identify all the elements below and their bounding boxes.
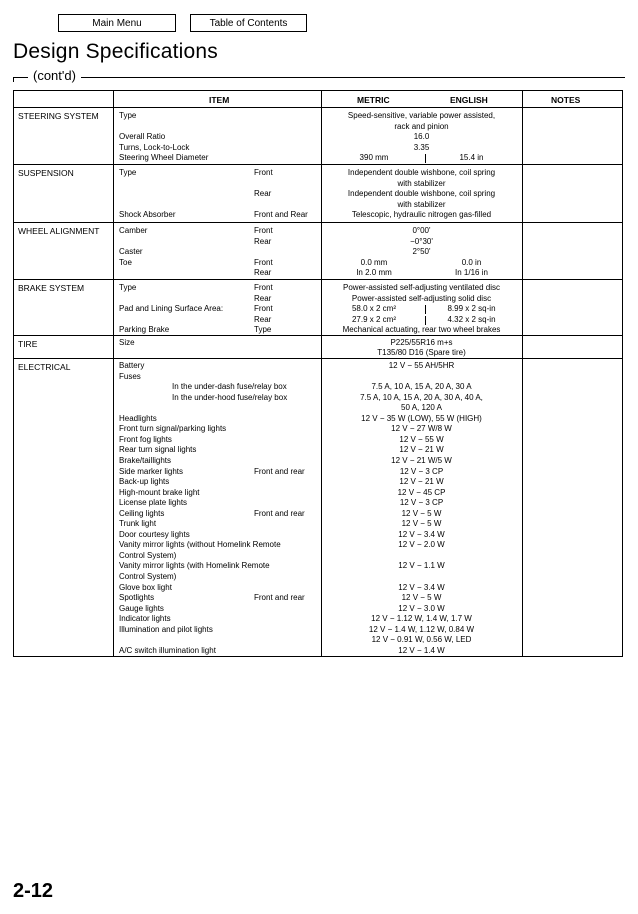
item-label: Turns, Lock-to-Lock (119, 142, 190, 152)
spec-value: P225/55R16 m+s (390, 338, 453, 347)
spec-value: 12 V − 55 W (399, 434, 444, 444)
sub-label: In the under-dash fuse/relay box (172, 382, 287, 392)
spec-value: rack and pinion (394, 121, 449, 131)
spec-value: 12 V − 2.0 W (398, 540, 445, 550)
main-menu-button[interactable]: Main Menu (58, 14, 176, 32)
spec-value: Power-assisted self-adjusting solid disc (351, 293, 492, 303)
sub-label: Front and rear (254, 508, 305, 518)
spec-value: 12 V − 3.4 W (398, 529, 445, 539)
header-english: ENGLISH (450, 95, 488, 105)
english-value: 4.32 x 2 sq-in (447, 314, 496, 324)
spec-value: 12 V − 21 W (399, 477, 444, 487)
section-tire (14, 336, 622, 358)
spec-value: Independent double wishbone, coil spring (347, 189, 496, 199)
sub-label: Rear (254, 236, 272, 246)
header-metric: METRIC (357, 95, 390, 105)
item-label: Illumination and pilot lights (119, 624, 213, 634)
sub-label: Front (254, 257, 273, 267)
spec-value: 7.5 A, 10 A, 15 A, 20 A, 30 A (371, 382, 472, 392)
item-label: Pad and Lining Surface Area: (119, 304, 224, 314)
metric-value: 0.0 mm (360, 257, 388, 267)
spec-value: 12 V − 5 W (401, 508, 442, 518)
sub-label: Rear (254, 314, 272, 324)
item-label: Indicator lights (119, 614, 171, 624)
item-label: License plate lights (119, 498, 188, 508)
spec-value: 12 V − 21 W/5 W (391, 455, 452, 465)
section-name: TIRE (18, 339, 38, 349)
spec-value: 50 A, 120 A (401, 403, 442, 413)
item-label: Caster (119, 247, 143, 257)
spec-value: 12 V − 1.4 W, 1.12 W, 0.84 W (368, 624, 475, 634)
item-label: Type (119, 283, 137, 292)
item-label: Control System) (119, 572, 177, 581)
spec-value: 12 V − 45 CP (397, 487, 446, 497)
section-name: BRAKE SYSTEM (18, 283, 85, 293)
item-label: Side marker lights (119, 466, 184, 476)
page-number: 2-12 (13, 880, 54, 902)
section-electrical (14, 359, 622, 657)
item-label: Door courtesy lights (119, 529, 190, 539)
metric-value: In 2.0 mm (356, 268, 392, 278)
item-label: Trunk light (119, 519, 157, 529)
section-name: ELECTRICAL (18, 362, 71, 372)
section-steering (14, 108, 622, 164)
item-label: Control System) (119, 550, 177, 560)
spec-value: with stabilizer (397, 178, 446, 188)
divider-tick (13, 77, 14, 82)
spec-value: 12 V − 0.91 W, 0.56 W, LED (371, 635, 472, 645)
spec-value: 12 V − 55 AH/5HR (388, 361, 455, 370)
spec-value: Independent double wishbone, coil spring (347, 168, 496, 177)
item-label: Steering Wheel Diameter (119, 153, 209, 163)
spec-value: 3.35 (413, 142, 430, 152)
sub-label: Front and Rear (254, 210, 308, 220)
metric-value: 390 mm (359, 153, 389, 163)
spec-value: Mechanical actuating, rear two wheel brakes (342, 325, 501, 335)
sub-label: Front (254, 226, 273, 235)
table-of-contents-button[interactable]: Table of Contents (190, 14, 307, 32)
spec-value: Telescopic, hydraulic nitrogen gas-filled (351, 210, 492, 220)
continued-label: (cont'd) (28, 68, 81, 83)
spec-value: 12 V − 1.12 W, 1.4 W, 1.7 W (371, 614, 472, 624)
item-label: Gauge lights (119, 603, 164, 613)
section-name: STEERING SYSTEM (18, 111, 99, 121)
spec-value: 12 V − 27 W/8 W (391, 424, 452, 434)
english-value: 0.0 in (461, 257, 482, 267)
item-label: Type (119, 111, 137, 120)
item-label: Overall Ratio (119, 132, 166, 142)
item-label: Toe (119, 257, 132, 267)
section-wheel-alignment (14, 223, 622, 279)
spec-value: with stabilizer (397, 199, 446, 209)
item-label: Spotlights (119, 593, 155, 603)
item-label: Vanity mirror lights (with Homelink Remote (119, 561, 270, 571)
item-label: Front turn signal/parking lights (119, 424, 227, 434)
header-notes: NOTES (551, 95, 581, 105)
spec-value: 2°50' (412, 247, 431, 257)
english-value: 15.4 in (459, 153, 484, 163)
item-label: Camber (119, 226, 148, 235)
spec-value: 12 V − 3.4 W (398, 582, 445, 592)
item-label: Size (119, 338, 135, 347)
spec-value: 12 V − 35 W (LOW), 55 W (HIGH) (361, 413, 482, 423)
spec-value: 12 V − 5 W (401, 519, 442, 529)
sub-label: Front (254, 304, 273, 314)
spec-value: 12 V − 5 W (401, 593, 442, 603)
item-label: Ceiling lights (119, 508, 165, 518)
spec-value: 12 V − 1.1 W (398, 561, 445, 571)
english-value: 8.99 x 2 sq-in (447, 304, 496, 314)
sub-label: Front (254, 168, 273, 177)
spec-value: 12 V − 3 CP (399, 466, 444, 476)
spec-value: 12 V − 3.0 W (398, 603, 445, 613)
header-item: ITEM (209, 95, 230, 105)
spec-value: 12 V − 3 CP (399, 498, 444, 508)
sub-label: Rear (254, 189, 272, 199)
item-label: Back-up lights (119, 477, 170, 487)
spec-value: Power-assisted self-adjusting ventilated disc (343, 283, 500, 292)
item-label: Rear turn signal lights (119, 445, 197, 455)
english-value: In 1/16 in (455, 268, 488, 278)
item-label: A/C switch illumination light (119, 645, 216, 655)
sub-label: Front and rear (254, 466, 305, 476)
divider (13, 77, 625, 78)
section-brake-system (14, 280, 622, 335)
spec-value: 16.0 (413, 132, 430, 142)
spec-value: 12 V − 21 W (399, 445, 444, 455)
item-label: Type (119, 168, 137, 177)
sub-label: Type (254, 325, 272, 335)
spec-value: −0°30' (410, 236, 433, 246)
spec-value: 0°00' (412, 226, 431, 235)
item-label: Battery (119, 361, 145, 370)
sub-label: In the under-hood fuse/relay box (172, 392, 288, 402)
section-name: SUSPENSION (18, 168, 74, 178)
item-label: Brake/taillights (119, 455, 172, 465)
metric-value: 27.9 x 2 cm² (351, 314, 396, 324)
item-label: Vanity mirror lights (without Homelink Remote (119, 540, 281, 550)
item-label: Parking Brake (119, 325, 170, 335)
item-label: Glove box light (119, 582, 172, 592)
sub-label: Front and rear (254, 593, 305, 603)
spec-table (13, 90, 623, 657)
page-title: Design Specifications (13, 40, 218, 63)
item-label: Front fog lights (119, 434, 172, 444)
section-suspension (14, 165, 622, 222)
sub-label: Rear (254, 293, 272, 303)
metric-value: 58.0 x 2 cm² (351, 304, 396, 314)
spec-value: Speed-sensitive, variable power assisted, (347, 111, 496, 120)
item-label: Fuses (119, 371, 141, 381)
spec-value: 12 V − 1.4 W (398, 645, 445, 655)
spec-value: T135/80 D16 (Spare tire) (377, 348, 466, 357)
section-name: WHEEL ALIGNMENT (18, 226, 100, 236)
item-label: Shock Absorber (119, 210, 176, 220)
spec-value: 7.5 A, 10 A, 15 A, 20 A, 30 A, 40 A, (360, 392, 483, 402)
item-label: High-mount brake light (119, 487, 200, 497)
item-label: Headlights (119, 413, 157, 423)
sub-label: Front (254, 283, 273, 292)
sub-label: Rear (254, 268, 272, 278)
